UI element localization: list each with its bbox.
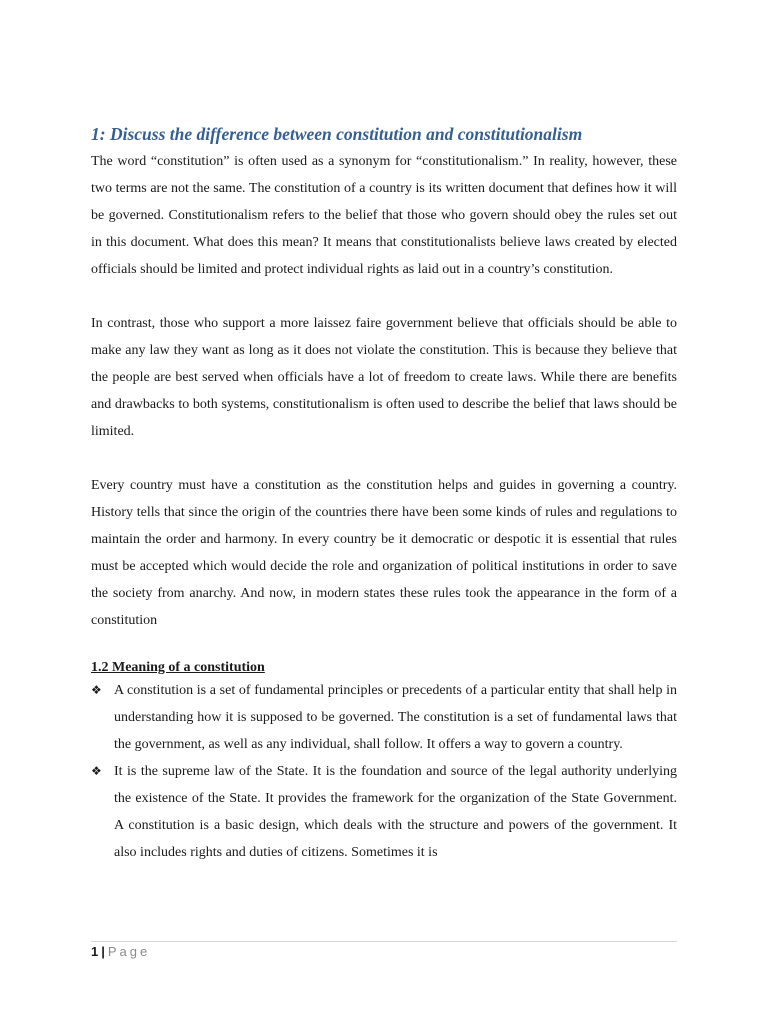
diamond-bullet-icon: ❖ xyxy=(91,764,102,778)
paragraph-every-country: Every country must have a constitution as the constitution helps and guides in governing a country. History tells that since the origin of the countries there have been some kinds of rules and regulations to maintain the order and harmony. In every country be it democratic or despotic it is essential that rules must be accepted which would decide the role and organization of political institutions in order to save the society from anarchy. And now, in modern states these rules took the appearance in the form of a constitution xyxy=(91,478,677,628)
page-footer xyxy=(91,943,150,961)
section-title-meaning: 1.2 Meaning of a constitution xyxy=(91,660,265,675)
footer-separator: | xyxy=(101,944,105,959)
paragraph-laissez-faire: In contrast, those who support a more laissez faire government believe that officials should be able to make any law they want as long as it does not violate the constitution. This is because they believe that the people are best served when officials have a lot of freedom to create laws. While there are benefits and drawbacks to both systems, constitutionalism is often used to describe the belief that laws should be limited. xyxy=(91,316,677,439)
meaning-bullet-list xyxy=(91,677,677,866)
list-item xyxy=(91,677,677,758)
page-label: Page xyxy=(107,944,151,959)
footer-divider xyxy=(91,941,677,942)
list-item xyxy=(91,758,677,866)
page-content xyxy=(91,122,677,866)
paragraph-constitution-definition: The word “constitution” is often used as a synonym for “constitutionalism.” In reality, however, these two terms are not the same. The constitution of a country is its written document that defines how it will be governed. Constitutionalism refers to the belief that those who govern should obey the rules set out in this document. What does this mean? It means that constitutionalists believe laws created by elected officials should be limited and protect individual rights as laid out in a country’s constitution. xyxy=(91,154,677,277)
bullet-text: It is the supreme law of the State. It is the foundation and source of the legal authority underlying the existence of the State. It provides the framework for the organization of the State Government. A constitution is a basic design, which deals with the structure and powers of the government. It also includes rights and duties of citizens. Sometimes it is xyxy=(114,764,677,860)
diamond-bullet-icon: ❖ xyxy=(91,683,102,697)
question-heading: 1: Discuss the difference between constitution and constitutionalism xyxy=(91,124,583,144)
bullet-text: A constitution is a set of fundamental principles or precedents of a particular entity that shall help in understanding how it is supposed to be governed. The constitution is a set of fundamental laws that the government, as well as any individual, shall follow. It offers a way to govern a country. xyxy=(114,683,677,752)
page-number: 1 xyxy=(91,944,99,959)
